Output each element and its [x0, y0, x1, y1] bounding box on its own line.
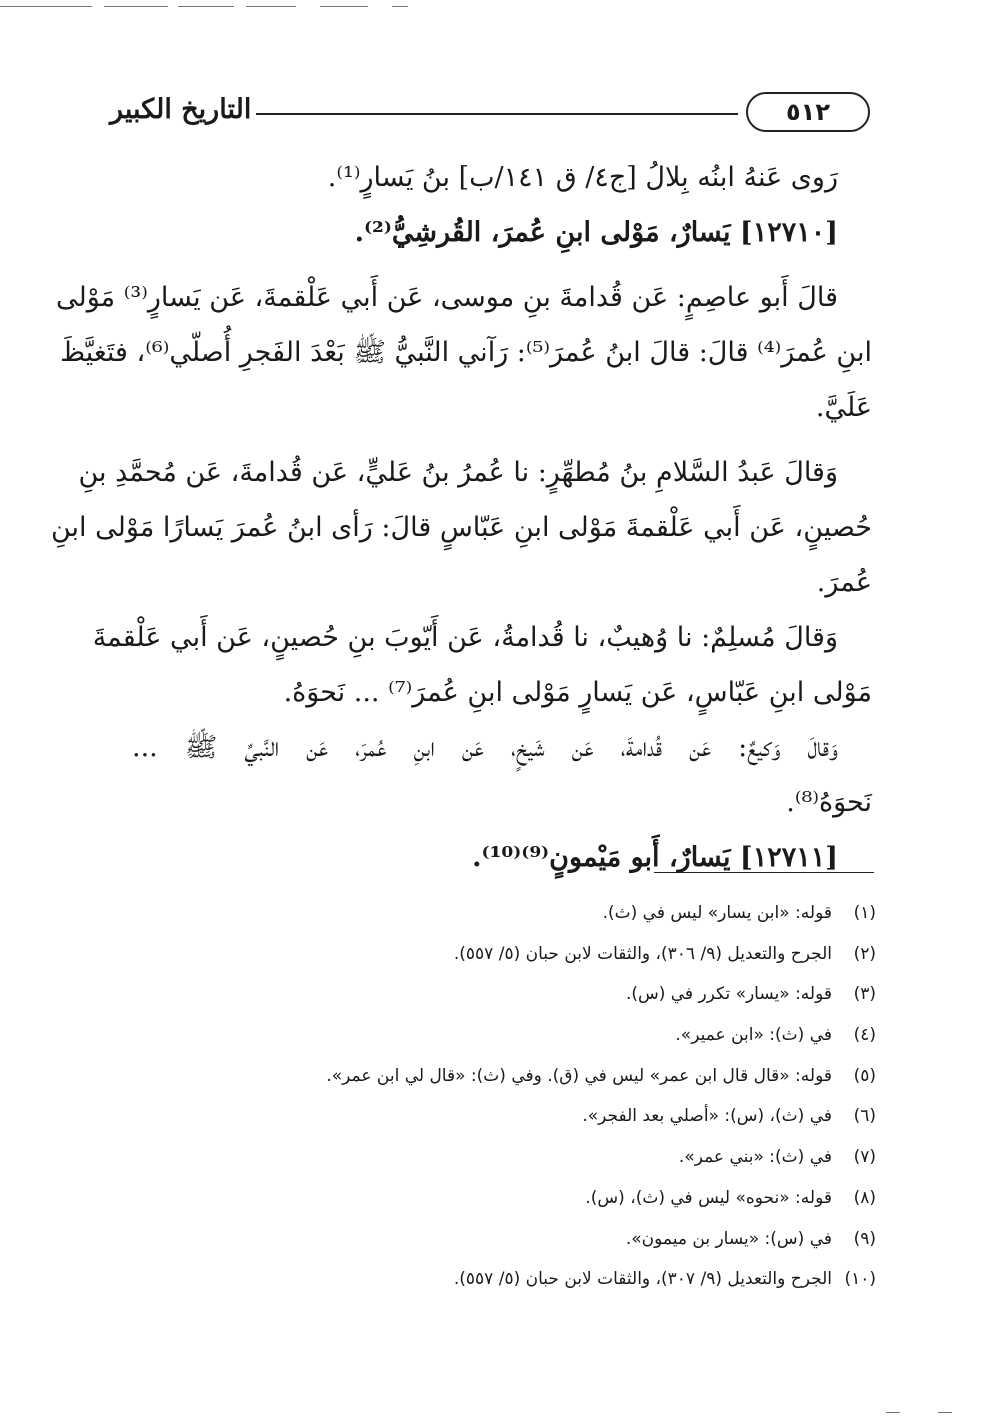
footnote-number: (٥)	[853, 1065, 876, 1086]
entry-heading: [١٢٧١٠] يَسارٌ، مَوْلى ابنِ عُمرَ، القُرشِيُّ⁽²⁾.	[354, 217, 838, 248]
footnote-number: (٦)	[853, 1106, 876, 1127]
footnote-text: قوله: «يسار» تكرر في (س).	[625, 984, 832, 1005]
footnote-number: (٨)	[853, 1187, 876, 1208]
footnote-number: (١)	[853, 903, 876, 923]
footnote	[132, 1015, 876, 1056]
main-text	[50, 150, 872, 885]
book-title: التاريخ الكبير	[110, 94, 252, 125]
footnote	[132, 1056, 876, 1097]
footnote-text: قوله: «قال قال ابن عمر» ليس في (ق). وفي (ث): «قال لي ابن عمر».	[326, 1065, 832, 1086]
footnote-text: في (ث): «ابن عمير».	[675, 1025, 832, 1046]
footnote	[132, 1259, 876, 1300]
text-line: نَحوَهُ⁽⁸⁾.	[786, 787, 872, 818]
footnote-separator	[654, 872, 874, 873]
footnote-text: الجرح والتعديل (٩/ ٣٠٦)، والثقات لابن حبان (٥/ ٥٥٧).	[453, 943, 832, 964]
page-header	[100, 92, 870, 136]
footnote	[132, 893, 876, 934]
footnote	[132, 1096, 876, 1137]
entry-heading: [١٢٧١١] يَسارٌ، أَبو مَيْمونٍ⁽⁹⁾⁽¹⁰⁾.	[472, 842, 838, 873]
footnote-text: في (ث): «بني عمر».	[678, 1147, 832, 1168]
text-line: قالَ أَبو عاصِمٍ: عَن قُدامةَ بنِ موسى، عَن أَبي عَلْقمةَ، عَن يَسارٍ⁽³⁾ مَوْلى	[56, 282, 838, 313]
footnotes	[132, 893, 876, 1300]
footnote-text: الجرح والتعديل (٩/ ٣٠٧)، والثقات لابن حبان (٥/ ٥٥٧).	[453, 1269, 832, 1290]
footnote-number: (١٠)	[844, 1269, 876, 1290]
text-line: عُمرَ.	[816, 567, 872, 598]
footnote-number: (٧)	[853, 1147, 876, 1168]
footnote	[132, 1219, 876, 1260]
text-line: وَقالَ وَكيعٌ: عَن قُدامةَ، عَن شَيخٍ، عَن ابنِ عُمرَ، عَن النَّبيِّ ﷺ ...	[132, 732, 838, 763]
footnote	[132, 1137, 876, 1178]
footnote	[132, 934, 876, 975]
bottom-scan-marks	[0, 1412, 986, 1414]
text-line: مَوْلى ابنِ عَبّاسٍ، عَن يَسارٍ مَوْلى ابنِ عُمرَ⁽⁷⁾ ... نَحوَهُ.	[283, 677, 872, 708]
text-line: وَقالَ عَبدُ السَّلامِ بنُ مُطهِّرٍ: نا عُمرُ بنُ عَليٍّ، عَن قُدامةَ، عَن مُحمَّدِ بنِ	[78, 457, 838, 488]
footnote-number: (٤)	[853, 1025, 876, 1046]
text-line: ابنِ عُمرَ⁽⁴⁾ قالَ: قالَ ابنُ عُمرَ⁽⁵⁾: رَآني النَّبيُّ ﷺ بَعْدَ الفَجرِ أُصلّي⁽⁶⁾، فتَغيَّظَ	[60, 337, 872, 368]
header-rule	[256, 113, 738, 115]
footnote-number: (٩)	[853, 1228, 876, 1249]
footnote-text: في (ث)، (س): «أصلي بعد الفجر».	[582, 1106, 832, 1127]
text-line: حُصينٍ، عَن أَبي عَلْقمةَ مَوْلى ابنِ عَبّاسٍ قالَ: رَأى ابنُ عُمرَ يَسارًا مَوْلى ابنِ	[50, 512, 872, 543]
text-line: رَوى عَنهُ ابنُه بِلالُ [ج٤/ ق ١٤١/ب] بنُ يَسارٍ⁽¹⁾.	[327, 162, 838, 193]
footnote	[132, 1178, 876, 1219]
footnote	[132, 974, 876, 1015]
text-line: عَلَيَّ.	[815, 392, 872, 423]
footnote-number: (٣)	[853, 984, 876, 1005]
page-number-badge: ٥١٢	[746, 92, 870, 132]
text-line: وَقالَ مُسلِمٌ: نا وُهيبٌ، نا قُدامةُ، عَن أَيّوبَ بنِ حُصينٍ، عَن أَبي عَلْقمةَ	[92, 622, 838, 653]
top-scan-marks	[0, 6, 986, 8]
footnote-number: (٢)	[853, 943, 876, 964]
footnote-text: قوله: «نحوه» ليس في (ث)، (س).	[585, 1187, 832, 1208]
footnote-text: قوله: «ابن يسار» ليس في (ث).	[602, 903, 832, 923]
footnote-text: في (س): «يسار بن ميمون».	[625, 1228, 832, 1249]
